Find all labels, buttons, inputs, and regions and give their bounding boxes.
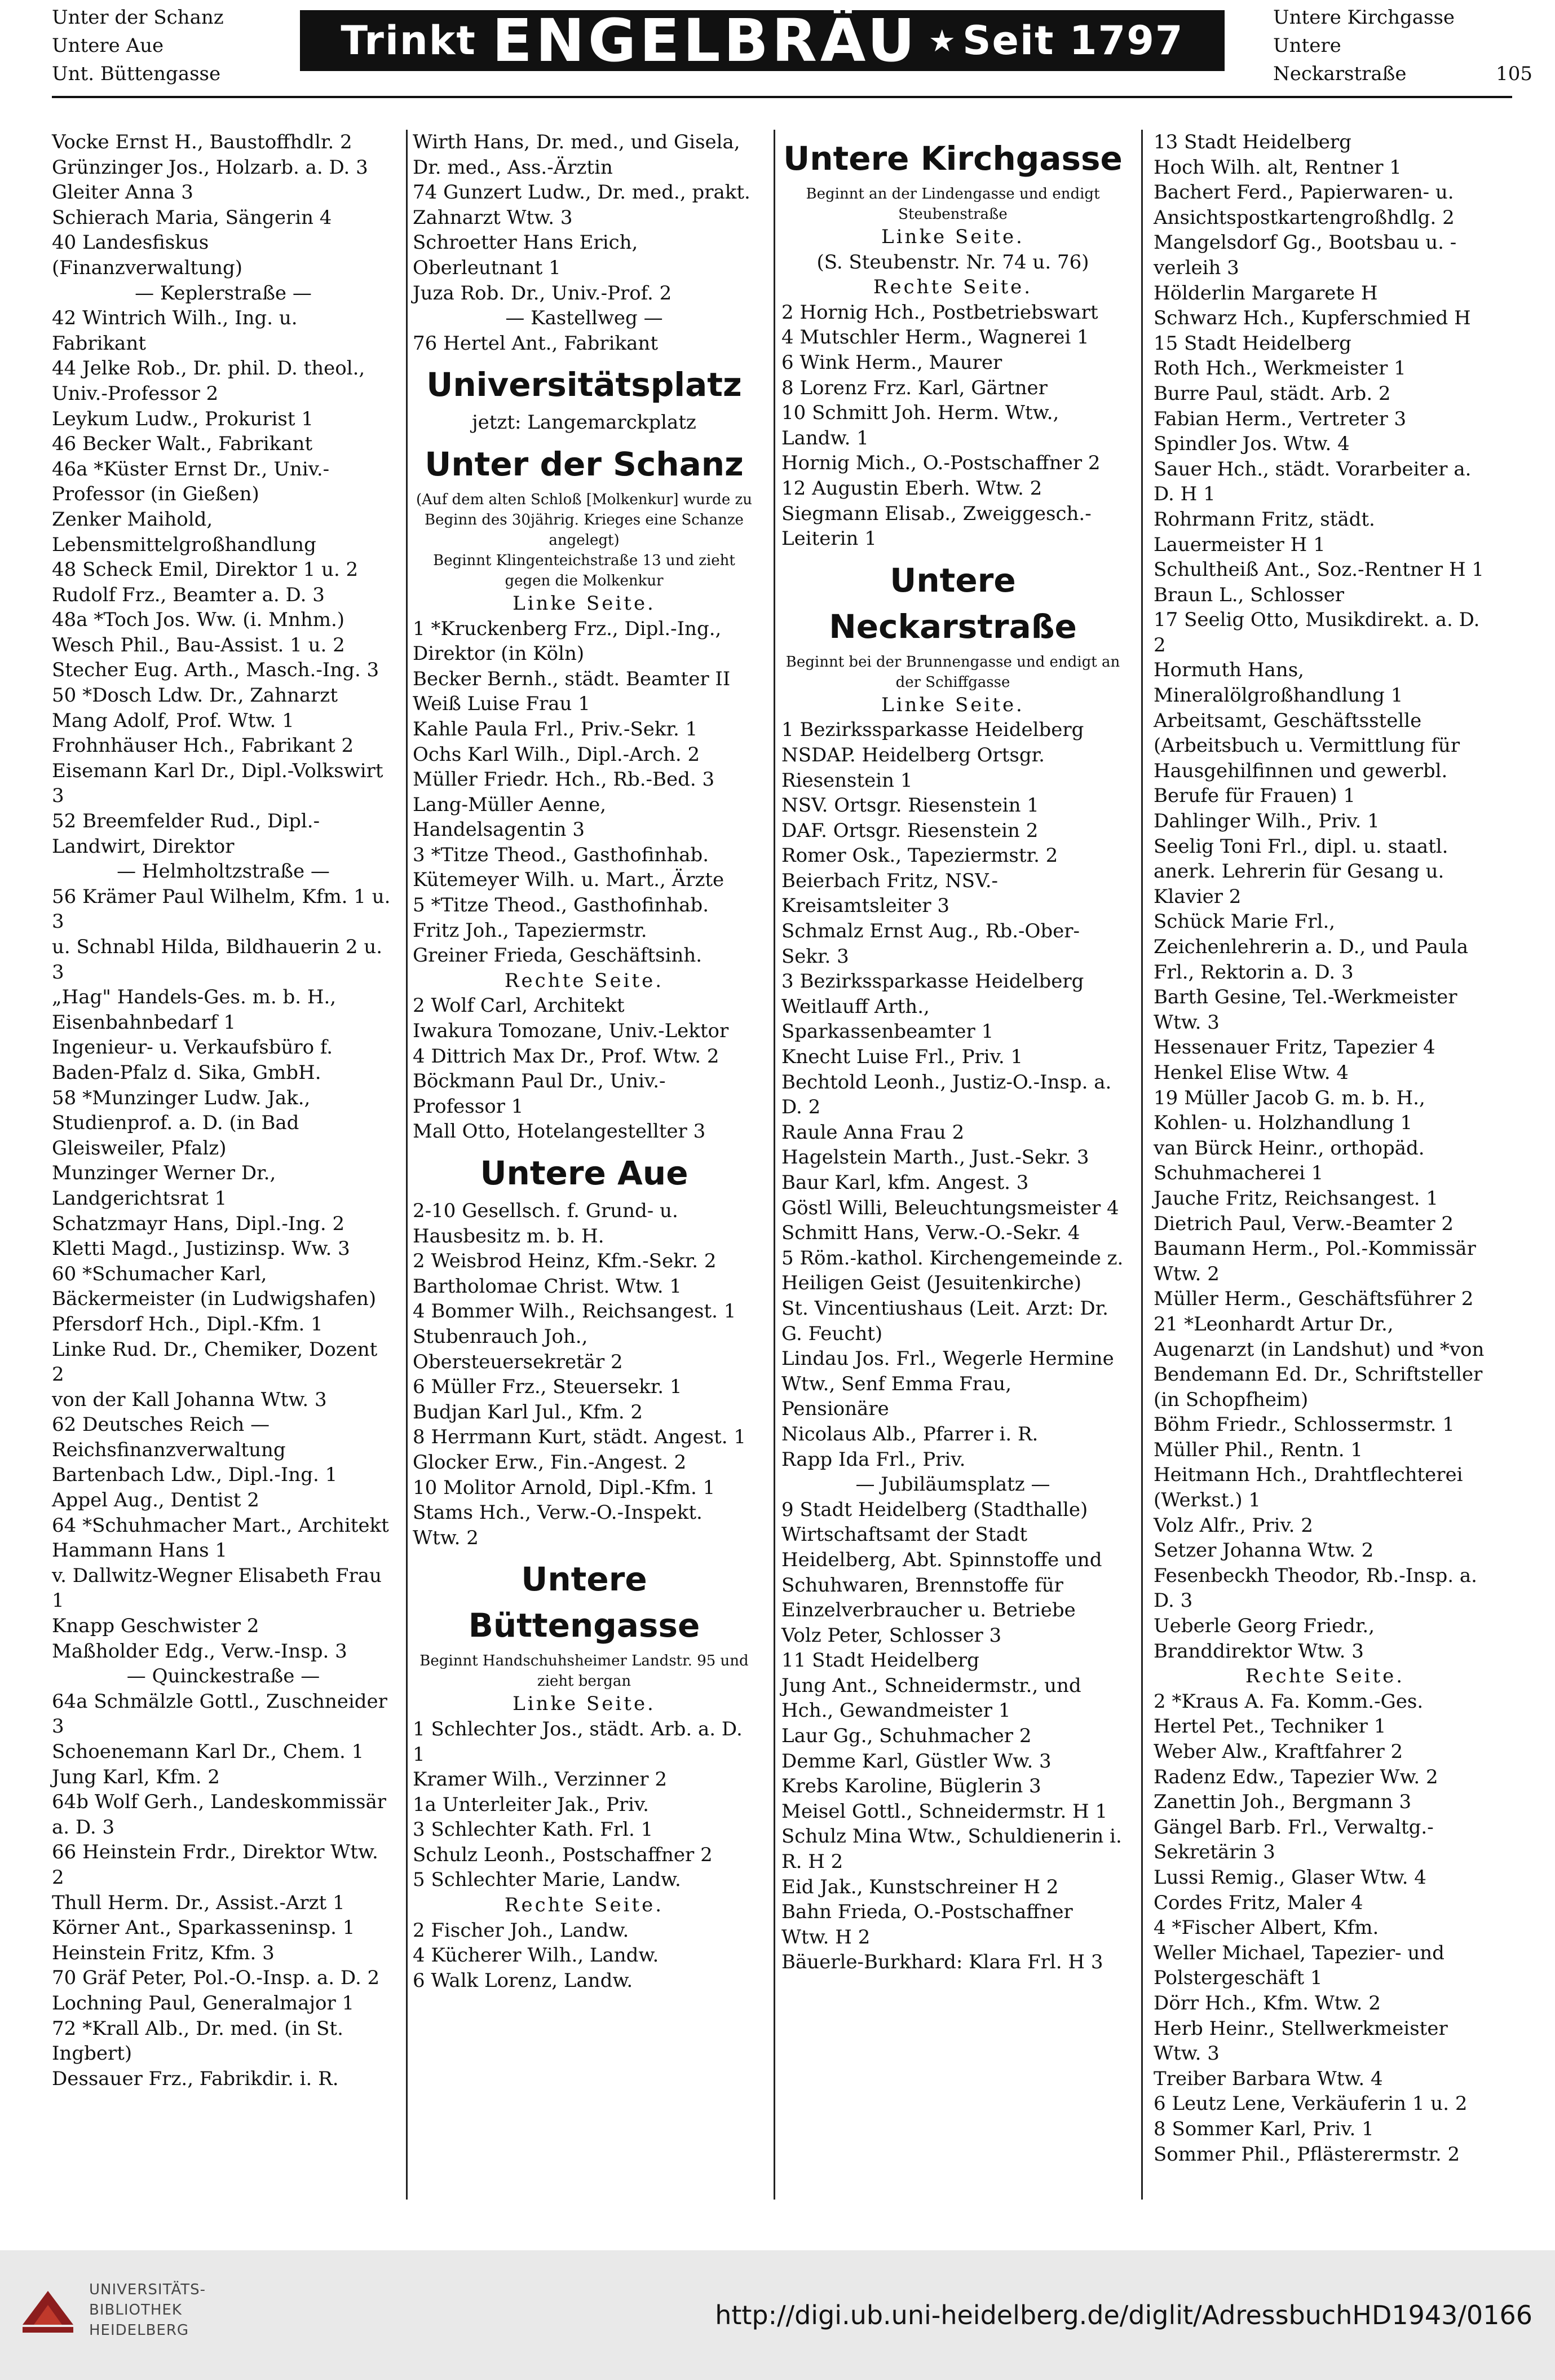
directory-entry: Rohrmann Fritz, städt. Lauermeister H 1 [1154, 508, 1375, 556]
directory-entry: 4 Mutschler Herm., Wagnerei 1 [781, 326, 1089, 349]
directory-entry: 52 Breemfelder Rud., Dipl.-Landwirt, Direktor [52, 810, 320, 858]
directory-entry: Hornig Mich., O.-Postschaffner 2 [781, 452, 1101, 475]
directory-entry: 70 Gräf Peter, Pol.-O.-Insp. a. D. 2 [52, 1967, 380, 1990]
directory-entry: Romer Osk., Tapeziermstr. 2 [781, 844, 1058, 867]
directory-entry: 19 Müller Jacob G. m. b. H., Kohlen- u. Holzhandlung 1 [1154, 1086, 1425, 1135]
directory-entry: Heinstein Fritz, Kfm. 3 [52, 1941, 275, 1964]
directory-entry: Müller Friedr. Hch., Rb.-Bed. 3 [413, 768, 715, 791]
directory-entry: 4 Bommer Wilh., Reichsangest. 1 [413, 1300, 736, 1323]
directory-entry: Müller Phil., Rentn. 1 [1154, 1438, 1363, 1461]
star-icon: ★ [928, 23, 956, 59]
column-divider [774, 130, 775, 2200]
directory-entry: Ueberle Georg Friedr., Branddirektor Wtw. 3 [1154, 1615, 1375, 1663]
directory-entry: Raule Anna Frau 2 [781, 1121, 965, 1144]
directory-entry: Baumann Herm., Pol.-Kommissär Wtw. 2 [1154, 1237, 1476, 1285]
directory-entry: 3 Bezirkssparkasse Heidelberg [781, 970, 1084, 993]
directory-entry: 72 *Krall Alb., Dr. med. (in St. Ingbert) [52, 2017, 343, 2065]
street-description: Beginnt an der Lindengasse und endigt Steubenstraße [806, 186, 1100, 223]
advertising-banner [300, 6, 1225, 75]
directory-entry: Jung Ant., Schneidermstr., und Hch., Gewandmeister 1 [781, 1674, 1081, 1722]
directory-entry: Fesenbeckh Theodor, Rb.-Insp. a. D. 3 [1154, 1564, 1477, 1612]
side-label: Rechte Seite. [873, 276, 1033, 299]
directory-entry: Kütemeyer Wilh. u. Mart., Ärzte [413, 869, 725, 892]
directory-entry: Iwakura Tomozane, Univ.-Lektor [413, 1020, 729, 1043]
street-description: Beginnt Handschuhsheimer Landstr. 95 und zieht bergan [419, 1652, 749, 1690]
directory-entry: Barth Gesine, Tel.-Werkmeister Wtw. 3 [1154, 986, 1457, 1034]
directory-entry: NSV. Ortsgr. Riesenstein 1 [781, 794, 1039, 817]
directory-entry: Budjan Karl Jul., Kfm. 2 [413, 1400, 643, 1423]
directory-entry: Bahn Frieda, O.-Postschaffner Wtw. H 2 [781, 1901, 1073, 1949]
directory-entry: Stubenrauch Joh., Obersteuersekretär 2 [413, 1325, 623, 1373]
directory-entry: Herb Heinr., Stellwerkmeister Wtw. 3 [1154, 2017, 1448, 2065]
directory-entry: Burre Paul, städt. Arb. 2 [1154, 382, 1391, 405]
directory-entry: Rudolf Frz., Beamter a. D. 3 [52, 583, 325, 606]
directory-entry: 50 *Dosch Ldw. Dr., Zahnarzt [52, 684, 338, 707]
directory-entry: Volz Peter, Schlosser 3 [781, 1624, 1002, 1647]
directory-entry: Bartenbach Ldw., Dipl.-Ing. 1 [52, 1464, 338, 1487]
street-heading: Untere Kirchgasse [783, 139, 1123, 178]
banner-brand: ENGELBRÄU [492, 6, 918, 75]
directory-entry: v. Dallwitz-Wegner Elisabeth Frau 1 [52, 1564, 382, 1612]
directory-entry: 10 Molitor Arnold, Dipl.-Kfm. 1 [413, 1476, 715, 1499]
directory-entry: Heitmann Hch., Drahtflechterei (Werkst.) 1 [1154, 1464, 1463, 1512]
directory-entry: Schwarz Hch., Kupferschmied H [1154, 307, 1471, 330]
directory-entry: Göstl Willi, Beleuchtungsmeister 4 [781, 1196, 1119, 1219]
directory-entry: Weitlauff Arth., Sparkassenbeamter 1 [781, 995, 994, 1043]
directory-entry: 15 Stadt Heidelberg [1154, 332, 1351, 355]
directory-entry: Grünzinger Jos., Holzarb. a. D. 3 [52, 156, 368, 179]
directory-entry: 48 Scheck Emil, Direktor 1 u. 2 [52, 558, 359, 581]
side-label: Rechte Seite. [1245, 1665, 1405, 1688]
library-name-line: BIBLIOTHEK [89, 2302, 182, 2319]
directory-entry: 46a *Küster Ernst Dr., Univ.-Professor (in Gießen) [52, 457, 330, 506]
directory-entry: 62 Deutsches Reich — Reichsfinanzverwaltung [52, 1413, 286, 1461]
directory-entry: Weber Alw., Kraftfahrer 2 [1154, 1740, 1403, 1763]
cross-street-label: — Quinckestraße — [126, 1665, 320, 1688]
directory-entry: Schmalz Ernst Aug., Rb.-Ober-Sekr. 3 [781, 920, 1080, 968]
directory-entry: Knapp Geschwister 2 [52, 1615, 259, 1638]
directory-entry: 1 Schlechter Jos., städt. Arb. a. D. 1 [413, 1717, 743, 1766]
directory-entry: 60 *Schumacher Karl, Bäckermeister (in Ludwigshafen) [52, 1262, 377, 1311]
directory-entry: Weiß Luise Frau 1 [413, 693, 590, 716]
directory-entry: 2 Hornig Hch., Postbetriebswart [781, 301, 1098, 324]
directory-entry: Siegmann Elisab., Zweiggesch.-Leiterin 1 [781, 502, 1092, 550]
street-description: (Auf dem alten Schloß [Molkenkur] wurde zu Beginn des 30jährig. Krieges eine Schanze angelegt) [416, 491, 752, 549]
directory-entry: Krebs Karoline, Büglerin 3 [781, 1775, 1041, 1798]
directory-column-2 [413, 130, 756, 1993]
directory-entry: Schulz Mina Wtw., Schuldienerin i. R. H 2 [781, 1825, 1122, 1874]
directory-entry: Hölderlin Margarete H [1154, 281, 1378, 305]
directory-entry: 48a *Toch Jos. Ww. (i. Mnhm.) [52, 609, 345, 632]
directory-entry: Eisemann Karl Dr., Dipl.-Volkswirt 3 [52, 759, 383, 808]
directory-entry: van Bürck Heinr., orthopäd. Schuhmacherei 1 [1154, 1136, 1425, 1185]
directory-entry: Lang-Müller Aenne, Handelsagentin 3 [413, 793, 607, 841]
directory-entry: Rapp Ida Frl., Priv. [781, 1448, 966, 1471]
header-right-line: Untere [1273, 34, 1341, 57]
library-name [89, 2280, 206, 2341]
directory-entry: Linke Rud. Dr., Chemiker, Dozent 2 [52, 1338, 378, 1386]
directory-entry: 42 Wintrich Wilh., Ing. u. Fabrikant [52, 307, 298, 355]
directory-entry: Dessauer Frz., Fabrikdir. i. R. [52, 2067, 339, 2090]
directory-entry: Böhm Friedr., Schlossermstr. 1 [1154, 1413, 1455, 1436]
directory-entry: Treiber Barbara Wtw. 4 [1154, 2067, 1383, 2090]
header-left-streets [52, 3, 289, 88]
directory-entry: Seelig Toni Frl., dipl. u. staatl. anerk. Lehrerin für Gesang u. Klavier 2 [1154, 835, 1448, 908]
directory-entry: Henkel Elise Wtw. 4 [1154, 1061, 1349, 1084]
directory-entry: Bechtold Leonh., Justiz-O.-Insp. a. D. 2 [781, 1070, 1112, 1119]
directory-entry: Laur Gg., Schuhmacher 2 [781, 1725, 1032, 1748]
street-heading: Universitätsplatz [426, 365, 742, 404]
directory-entry: u. Schnabl Hilda, Bildhauerin 2 u. 3 [52, 936, 383, 984]
directory-entry: 66 Heinstein Frdr., Direktor Wtw. 2 [52, 1841, 378, 1889]
street-heading: Untere Büttengasse [468, 1560, 700, 1645]
directory-entry: 2 *Kraus A. Fa. Komm.-Ges. [1154, 1690, 1424, 1713]
directory-entry: Zenker Maihold, Lebensmittelgroßhandlung [52, 508, 316, 556]
directory-entry: 64 *Schuhmacher Mart., Architekt [52, 1514, 389, 1537]
directory-entry: Cordes Fritz, Maler 4 [1154, 1891, 1363, 1914]
directory-entry: Wirtschaftsamt der Stadt Heidelberg, Abt. Spinnstoffe und Schuhwaren, Brennstoffe für Einzelverbraucher u. Betriebe [781, 1523, 1102, 1622]
directory-entry: 1a Unterleiter Jak., Priv. [413, 1793, 649, 1816]
directory-entry: Bäuerle-Burkhard: Klara Frl. H 3 [781, 1951, 1103, 1974]
directory-entry: 76 Hertel Ant., Fabrikant [413, 332, 658, 355]
directory-column-1 [52, 130, 395, 2091]
directory-entry: Nicolaus Alb., Pfarrer i. R. [781, 1422, 1039, 1445]
directory-entry: Dahlinger Wilh., Priv. 1 [1154, 810, 1380, 833]
directory-entry: 4 *Fischer Albert, Kfm. [1154, 1916, 1379, 1940]
directory-entry: Greiner Frieda, Geschäftsinh. [413, 944, 703, 967]
directory-entry: Becker Bernh., städt. Beamter II [413, 667, 731, 690]
directory-entry: Lindau Jos. Frl., Wegerle Hermine Wtw., Senf Emma Frau, Pensionäre [781, 1347, 1114, 1421]
directory-entry: „Hag" Handels-Ges. m. b. H., Eisenbahnbedarf 1 [52, 986, 337, 1034]
directory-entry: 46 Becker Walt., Fabrikant [52, 433, 313, 456]
directory-entry: Dietrich Paul, Verw.-Beamter 2 [1154, 1212, 1454, 1235]
cross-street-label: — Kastellweg — [505, 307, 663, 330]
directory-entry: 6 Walk Lorenz, Landw. [413, 1969, 633, 1992]
directory-entry: 5 Schlechter Marie, Landw. [413, 1868, 681, 1892]
directory-entry: St. Vincentiushaus (Leit. Arzt: Dr. G. Feucht) [781, 1297, 1108, 1345]
side-label: Rechte Seite. [504, 1894, 664, 1917]
directory-entry: 3 *Titze Theod., Gasthofinhab. [413, 843, 709, 866]
directory-entry: Fabian Herm., Vertreter 3 [1154, 407, 1407, 430]
directory-entry: Körner Ant., Sparkasseninsp. 1 [52, 1916, 355, 1940]
header-left-line: Unter der Schanz [52, 6, 224, 29]
directory-entry: 3 Schlechter Kath. Frl. 1 [413, 1818, 653, 1841]
directory-entry: 9 Stadt Heidelberg (Stadthalle) [781, 1498, 1088, 1521]
directory-entry: Kletti Magd., Justizinsp. Ww. 3 [52, 1237, 350, 1260]
directory-entry: 2 Fischer Joh., Landw. [413, 1919, 629, 1942]
directory-entry: Schierach Maria, Sängerin 4 [52, 206, 332, 229]
directory-entry: Braun L., Schlosser [1154, 583, 1344, 606]
header-right-line: Untere Kirchgasse [1273, 6, 1455, 29]
directory-entry: Hagelstein Marth., Just.-Sekr. 3 [781, 1146, 1089, 1169]
column-divider [1141, 130, 1143, 2200]
directory-entry: Schulz Leonh., Postschaffner 2 [413, 1843, 713, 1866]
cross-street-label: — Keplerstraße — [135, 281, 312, 305]
directory-entry: Meisel Gottl., Schneidermstr. H 1 [781, 1800, 1108, 1823]
directory-entry: 10 Schmitt Joh. Herm. Wtw., Landw. 1 [781, 402, 1059, 449]
directory-entry: Baur Karl, kfm. Angest. 3 [781, 1171, 1029, 1194]
directory-entry: Wesch Phil., Bau-Assist. 1 u. 2 [52, 633, 345, 656]
directory-entry: Ochs Karl Wilh., Dipl.-Arch. 2 [413, 743, 700, 766]
directory-entry: Gleiter Anna 3 [52, 181, 193, 204]
directory-entry: Stams Hch., Verw.-O.-Inspekt. Wtw. 2 [413, 1501, 703, 1549]
directory-entry: Lochning Paul, Generalmajor 1 [52, 1991, 355, 2015]
column-divider [406, 130, 408, 2200]
directory-entry: Lussi Remig., Glaser Wtw. 4 [1154, 1866, 1426, 1889]
side-label: Linke Seite. [881, 693, 1024, 716]
directory-entry: 8 Herrmann Kurt, städt. Angest. 1 [413, 1426, 746, 1449]
banner-since: Seit 1797 [962, 17, 1184, 64]
header-right-line-with-page [1273, 60, 1532, 88]
directory-entry: Hammann Hans 1 [52, 1539, 227, 1562]
directory-entry: Zanettin Joh., Bergmann 3 [1154, 1791, 1412, 1814]
directory-entry: Böckmann Paul Dr., Univ.-Professor 1 [413, 1070, 666, 1118]
directory-entry: Munzinger Werner Dr., Landgerichtsrat 1 [52, 1162, 276, 1210]
side-label: Rechte Seite. [504, 969, 664, 992]
cross-street-label: — Helmholtzstraße — [117, 860, 330, 883]
directory-entry: Schatzmayr Hans, Dipl.-Ing. 2 [52, 1212, 345, 1235]
directory-entry: 6 Müller Frz., Steuersekr. 1 [413, 1376, 682, 1399]
directory-entry: Jauche Fritz, Reichsangest. 1 [1154, 1187, 1438, 1210]
directory-entry: Dörr Hch., Kfm. Wtw. 2 [1154, 1991, 1381, 2015]
directory-entry: 64a Schmälzle Gottl., Zuschneider 3 [52, 1690, 387, 1738]
directory-entry: 2 Wolf Carl, Architekt [413, 994, 625, 1017]
street-heading: Untere Neckarstraße [829, 561, 1077, 646]
directory-entry: 64b Wolf Gerh., Landeskommissär a. D. 3 [52, 1791, 386, 1839]
directory-entry: 17 Seelig Otto, Musikdirekt. a. D. 2 [1154, 609, 1480, 656]
directory-entry: Volz Alfr., Priv. 2 [1154, 1514, 1313, 1537]
directory-entry: 5 Röm.-kathol. Kirchengemeinde z. Heiligen Geist (Jesuitenkirche) [781, 1246, 1124, 1295]
directory-entry: Appel Aug., Dentist 2 [52, 1489, 259, 1512]
university-library-logo-icon [17, 2280, 79, 2342]
directory-entry: Pfersdorf Hch., Dipl.-Kfm. 1 [52, 1312, 323, 1336]
directory-entry: Setzer Johanna Wtw. 2 [1154, 1539, 1374, 1562]
street-heading: Unter der Schanz [425, 444, 744, 483]
header-right-line: Neckarstraße [1273, 63, 1407, 85]
side-label: Linke Seite. [881, 226, 1024, 248]
directory-entry: von der Kall Johanna Wtw. 3 [52, 1388, 327, 1411]
directory-entry: Mang Adolf, Prof. Wtw. 1 [52, 709, 294, 732]
source-url-link[interactable]: http://digi.ub.uni-heidelberg.de/diglit/AdressbuchHD1943/0166 [715, 2300, 1532, 2330]
directory-entry: Gängel Barb. Frl., Verwaltg.-Sekretärin 3 [1154, 1815, 1434, 1864]
directory-entry: 8 Sommer Karl, Priv. 1 [1154, 2117, 1374, 2140]
library-name-line: HEIDELBERG [89, 2322, 189, 2339]
directory-column-4 [1154, 130, 1496, 2167]
directory-entry: Knecht Luise Frl., Priv. 1 [781, 1046, 1023, 1069]
directory-entry: Kahle Paula Frl., Priv.-Sekr. 1 [413, 717, 698, 741]
directory-entry: Demme Karl, Güstler Ww. 3 [781, 1749, 1052, 1773]
directory-entry: 4 Kücherer Wilh., Landw. [413, 1944, 659, 1967]
directory-entry: Radenz Edw., Tapezier Ww. 2 [1154, 1765, 1438, 1788]
directory-entry: 40 Landesfiskus (Finanzverwaltung) [52, 231, 243, 279]
directory-entry: Beierbach Fritz, NSV.-Kreisamtsleiter 3 [781, 869, 998, 918]
directory-entry: Hertel Pet., Techniker 1 [1154, 1715, 1386, 1738]
page-number: 105 [1496, 63, 1532, 85]
directory-entry: 44 Jelke Rob., Dr. phil. D. theol., Univ.-Professor 2 [52, 357, 365, 405]
banner-text-trinkt: Trinkt [341, 17, 476, 64]
directory-entry: 11 Stadt Heidelberg [781, 1649, 979, 1672]
directory-entry: 56 Krämer Paul Wilhelm, Kfm. 1 u. 3 [52, 885, 391, 933]
header-rule [52, 96, 1512, 98]
cross-street-label: (S. Steubenstr. Nr. 74 u. 76) [816, 250, 1089, 274]
directory-entry: Wirth Hans, Dr. med., und Gisela, Dr. med., Ass.-Ärztin [413, 131, 740, 179]
cross-street-label: — Jubiläumsplatz — [855, 1473, 1050, 1496]
directory-entry: Spindler Jos. Wtw. 4 [1154, 433, 1350, 456]
directory-entry: 1 Bezirkssparkasse Heidelberg [781, 719, 1084, 742]
directory-entry: Juza Rob. Dr., Univ.-Prof. 2 [413, 281, 672, 305]
directory-entry: Hormuth Hans, Mineralölgroßhandlung 1 [1154, 659, 1403, 707]
directory-entry: 2-10 Gesellsch. f. Grund- u. Hausbesitz m. b. H. [413, 1200, 678, 1248]
directory-entry: Eid Jak., Kunstschreiner H 2 [781, 1875, 1059, 1898]
directory-entry: Fritz Joh., Tapeziermstr. [413, 919, 647, 942]
directory-entry: Mangelsdorf Gg., Bootsbau u. -verleih 3 [1154, 231, 1457, 279]
directory-entry: Kramer Wilh., Verzinner 2 [413, 1768, 667, 1791]
directory-entry: 4 Dittrich Max Dr., Prof. Wtw. 2 [413, 1044, 719, 1068]
header-left-line: Unt. Büttengasse [52, 63, 221, 85]
directory-entry: 58 *Munzinger Ludw. Jak., Studienprof. a. D. (in Bad Gleisweiler, Pfalz) [52, 1086, 311, 1160]
directory-entry: 6 Leutz Lene, Verkäuferin 1 u. 2 [1154, 2092, 1468, 2115]
directory-entry: Leykum Ludw., Prokurist 1 [52, 407, 313, 430]
directory-entry: 2 Weisbrod Heinz, Kfm.-Sekr. 2 [413, 1250, 717, 1273]
directory-entry: 1 *Kruckenberg Frz., Dipl.-Ing., Direktor (in Köln) [413, 617, 722, 665]
directory-entry: 74 Gunzert Ludw., Dr. med., prakt. Zahnarzt Wtw. 3 [413, 181, 750, 229]
directory-column-3 [781, 130, 1124, 1975]
directory-entry: Bartholomae Christ. Wtw. 1 [413, 1275, 682, 1298]
directory-entry: 6 Wink Herm., Maurer [781, 351, 1002, 374]
directory-entry: Schroetter Hans Erich, Oberleutnant 1 [413, 231, 638, 279]
directory-entry: Schultheiß Ant., Soz.-Rentner H 1 [1154, 558, 1485, 581]
library-name-line: UNIVERSITÄTS- [89, 2281, 206, 2298]
directory-entry: Mall Otto, Hotelangestellter 3 [413, 1120, 706, 1143]
directory-entry: Ingenieur- u. Verkaufsbüro f. Baden-Pfalz d. Sika, GmbH. [52, 1036, 333, 1084]
directory-entry: Schoenemann Karl Dr., Chem. 1 [52, 1740, 364, 1763]
directory-entry: Arbeitsamt, Geschäftsstelle (Arbeitsbuch u. Vermittlung für Hausgehilfinnen und gewerbl. Berufe für Frauen) 1 [1154, 709, 1460, 808]
directory-entry: Bachert Ferd., Papierwaren- u. Ansichtspostkartengroßhdlg. 2 [1154, 181, 1455, 229]
directory-entry: 8 Lorenz Frz. Karl, Gärtner [781, 376, 1048, 399]
header-left-line: Untere Aue [52, 34, 164, 57]
street-description: Beginnt Klingenteichstraße 13 und zieht gegen die Molkenkur [433, 552, 735, 589]
directory-entry: 13 Stadt Heidelberg [1154, 131, 1351, 153]
directory-entry: Hoch Wilh. alt, Rentner 1 [1154, 156, 1402, 179]
header-right-streets [1273, 3, 1532, 88]
cross-street-label: jetzt: Langemarckplatz [472, 411, 696, 434]
directory-entry: Jung Karl, Kfm. 2 [52, 1765, 220, 1788]
directory-entry: Schmitt Hans, Verw.-O.-Sekr. 4 [781, 1222, 1080, 1245]
directory-entry: Roth Hch., Werkmeister 1 [1154, 357, 1406, 380]
directory-entry: 12 Augustin Eberh. Wtw. 2 [781, 477, 1042, 500]
directory-entry: Maßholder Edg., Verw.-Insp. 3 [52, 1639, 347, 1663]
directory-entry: Frohnhäuser Hch., Fabrikant 2 [52, 734, 354, 757]
directory-entry: Stecher Eug. Arth., Masch.-Ing. 3 [52, 659, 379, 682]
side-label: Linke Seite. [513, 592, 656, 615]
directory-entry: Sommer Phil., Pflästerermstr. 2 [1154, 2143, 1460, 2166]
street-description: Beginnt bei der Brunnengasse und endigt an der Schiffgasse [785, 653, 1120, 691]
directory-entry: DAF. Ortsgr. Riesenstein 2 [781, 819, 1039, 842]
directory-entry: 21 *Leonhardt Artur Dr., Augenarzt (in Landshut) und *von Bendemann Ed. Dr., Schriftsteller (in Schopfheim) [1154, 1312, 1485, 1411]
directory-entry: NSDAP. Heidelberg Ortsgr. Riesenstein 1 [781, 743, 1045, 792]
directory-entry: Hessenauer Fritz, Tapezier 4 [1154, 1036, 1435, 1059]
directory-entry: Sauer Hch., städt. Vorarbeiter a. D. H 1 [1154, 457, 1472, 506]
directory-entry: Glocker Erw., Fin.-Angest. 2 [413, 1451, 687, 1474]
directory-entry: Vocke Ernst H., Baustoffhdlr. 2 [52, 131, 352, 153]
street-heading: Untere Aue [480, 1154, 688, 1192]
directory-entry: Schück Marie Frl., Zeichenlehrerin a. D., und Paula Frl., Rektorin a. D. 3 [1154, 910, 1469, 984]
directory-entry: Thull Herm. Dr., Assist.-Arzt 1 [52, 1891, 345, 1914]
directory-entry: 5 *Titze Theod., Gasthofinhab. [413, 894, 709, 917]
library-footer [0, 2250, 1555, 2380]
directory-entry: Müller Herm., Geschäftsführer 2 [1154, 1288, 1474, 1311]
directory-entry: Weller Michael, Tapezier- und Polstergeschäft 1 [1154, 1941, 1444, 1990]
side-label: Linke Seite. [513, 1693, 656, 1716]
